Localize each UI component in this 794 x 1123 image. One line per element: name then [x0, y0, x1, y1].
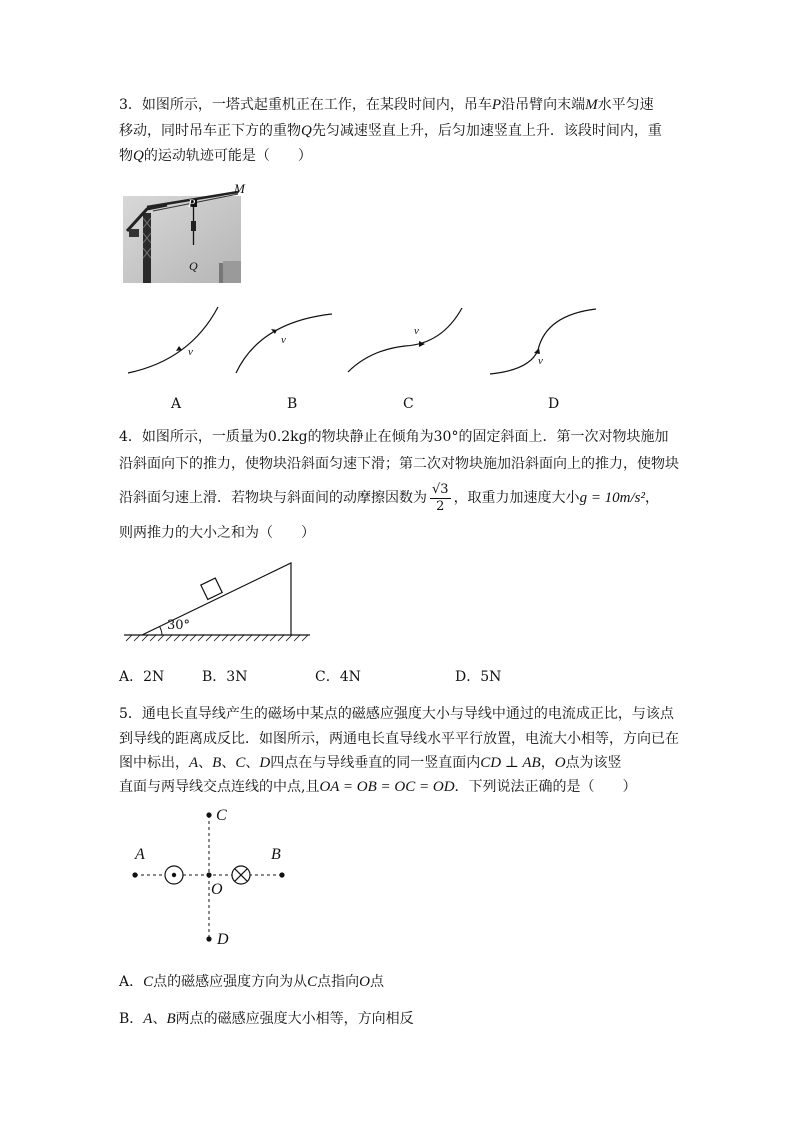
incline-svg: [122, 560, 312, 646]
q3-line-3: [119, 146, 312, 166]
q5-var: B: [166, 1011, 176, 1027]
q4-line-2: 沿斜面向下的推力，使物块沿斜面匀速下滑；第二次对物块施加沿斜面向上的推力，使物块: [119, 456, 679, 472]
q5-var: D: [259, 755, 271, 771]
q5-option-a-text: A．: [119, 974, 144, 990]
q3-text: 物: [119, 148, 133, 164]
q3-option-a[interactable]: A: [171, 396, 182, 412]
q3-text: 3．如图所示，一塔式起重机正在工作，在某段时间内，吊车: [119, 97, 492, 113]
q4-mass: 0.2kg: [267, 429, 308, 445]
photo-label-p: P: [188, 196, 196, 210]
photo-label-m: M: [234, 181, 245, 196]
q5-option-b-text: 、: [152, 1011, 167, 1027]
q4-option-b[interactable]: B．3N: [202, 669, 248, 685]
q5-option-a[interactable]: [119, 972, 384, 992]
q5-line-2: 到导线的距离成反比．如图所示，两通电长直导线水平平行放置，电流大小相等，方向已在: [119, 731, 679, 747]
wire-diagram-svg: [125, 805, 305, 955]
q5-text: 直面与两导线交点连线的中点,且: [119, 779, 320, 795]
friction-fraction: [430, 482, 451, 515]
q5-option-b-text: 两点的磁感应强度大小相等，方向相反: [175, 1011, 414, 1027]
q5-var: C: [143, 974, 154, 990]
q3-text: 沿吊臂向末端: [501, 97, 586, 113]
q5-text: ．下列说法正确的是（ ）: [454, 779, 637, 795]
incline-angle-label: 30°: [167, 618, 191, 633]
fraction-denominator: 2: [436, 498, 445, 514]
q4-line-4: 则两推力的大小之和为（ ）: [119, 525, 315, 541]
velocity-label-b: v: [281, 334, 286, 346]
q4-text: 4．如图所示，一质量为: [119, 429, 268, 445]
q5-var: C: [235, 755, 246, 771]
point-b-label: B: [271, 846, 281, 863]
q5-text: ，: [540, 755, 555, 771]
velocity-label-c: v: [414, 325, 419, 337]
q5-option-a-text: 点的磁感应强度方向为从: [153, 974, 308, 990]
q5-text: 、: [245, 755, 260, 771]
q5-var: A: [143, 1011, 153, 1027]
q4-option-c[interactable]: C．4N: [315, 669, 361, 685]
q3-option-b[interactable]: B: [287, 396, 298, 412]
q5-text: 、: [221, 755, 236, 771]
q5-text: 、: [198, 755, 213, 771]
point-o-label: O: [211, 881, 223, 898]
q5-relation: CD ⊥ AB: [480, 755, 541, 771]
q5-option-a-text: 点指向: [317, 974, 360, 990]
q5-var: C: [307, 974, 318, 990]
q4-option-d[interactable]: D．5N: [455, 669, 502, 685]
q4-text: ，: [645, 490, 660, 506]
q3-text: 移动，同时吊车正下方的重物: [119, 123, 301, 139]
q3-text: 先匀减速竖直上升，后匀加速竖直上升．该段时间内，重: [311, 123, 662, 139]
q5-var: B: [212, 755, 222, 771]
q4-line-1: [119, 427, 668, 447]
q3-text: 的运动轨迹可能是（ ）: [143, 148, 312, 164]
q5-text: 四点在与导线垂直的同一竖直面内: [270, 755, 481, 771]
q5-var: O: [359, 974, 370, 990]
q5-text: 点为该竖: [565, 755, 622, 771]
q3-text: 水平匀速: [597, 97, 654, 113]
point-c-label: C: [216, 807, 227, 824]
q5-line-3: [119, 753, 622, 773]
q5-option-a-text: 点: [370, 974, 384, 990]
q3-var-p: P: [491, 97, 502, 113]
velocity-label-d: v: [538, 355, 543, 367]
q3-option-d[interactable]: D: [548, 396, 560, 412]
crane-photo: [123, 183, 253, 283]
point-d-label: D: [217, 931, 229, 948]
trajectory-svg: [120, 300, 610, 385]
q4-angle: 30°: [433, 429, 459, 445]
velocity-label-a: v: [188, 346, 193, 358]
q5-equation: OA = OB = OC = OD: [319, 779, 455, 795]
q3-option-c[interactable]: C: [403, 396, 414, 412]
wire-diagram: [125, 805, 305, 955]
q5-var: A: [189, 755, 199, 771]
q3-var-m: M: [585, 97, 598, 113]
q4-option-a[interactable]: A．2N: [119, 669, 165, 685]
q5-var: O: [554, 755, 566, 771]
q4-gravity: g = 10m/s²: [579, 490, 646, 506]
q3-line-2: [119, 121, 662, 141]
q5-option-b-text: B．: [119, 1011, 144, 1027]
point-a-label: A: [135, 846, 145, 863]
q5-line-4: [119, 777, 637, 797]
incline-figure: [122, 560, 312, 646]
photo-label-q: Q: [189, 259, 198, 273]
fraction-numerator: √3: [432, 481, 449, 497]
q4-text: 的固定斜面上．第一次对物块施加: [458, 429, 669, 445]
q3-line-1: [119, 95, 654, 115]
q4-text: ，取重力加速度大小: [453, 490, 580, 506]
q5-line-1: 5．通电长直导线产生的磁场中某点的磁感应强度大小与导线中通过的电流成正比，与该点: [119, 706, 674, 722]
q5-text: 图中标出，: [119, 755, 189, 771]
q3-var-q: Q: [133, 148, 144, 164]
q5-option-b[interactable]: [119, 1009, 414, 1029]
q4-line-3: [119, 478, 659, 518]
q3-var-q: Q: [301, 123, 312, 139]
q4-text: 的物块静止在倾角为: [307, 429, 434, 445]
q4-text: 沿斜面匀速上滑．若物块与斜面间的动摩擦因数为: [119, 490, 427, 506]
trajectory-figures: [120, 300, 610, 385]
